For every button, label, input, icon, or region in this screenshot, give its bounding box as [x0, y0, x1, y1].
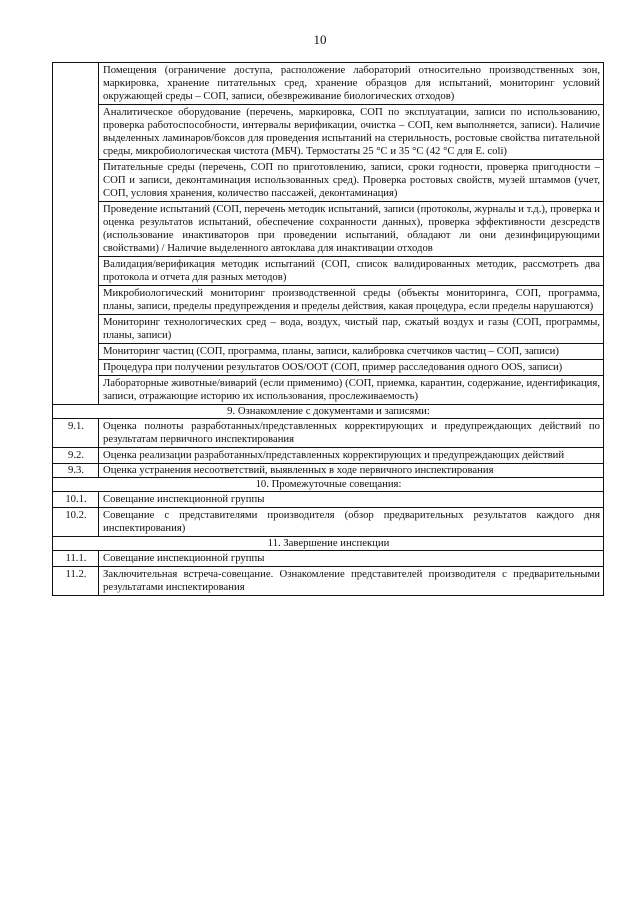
item-text: Валидация/верификация методик испытаний (СОП, список валидированных методик, рассмотреть два протокола и отчета для разных методов)	[99, 257, 604, 286]
item-number: 11.2.	[53, 567, 99, 596]
item-number: 9.2.	[53, 448, 99, 464]
section-title: 11. Завершение инспекции	[53, 537, 604, 551]
table-row	[53, 257, 604, 286]
table-row	[53, 376, 604, 405]
table-row	[53, 551, 604, 567]
item-number: 10.2.	[53, 508, 99, 537]
item-text: Совещание инспекционной группы	[99, 551, 604, 567]
item-text: Заключительная встреча-совещание. Ознакомление представителей производителя с предварительными результатами инспектирования	[99, 567, 604, 596]
table-row	[53, 63, 604, 105]
item-text: Совещание инспекционной группы	[99, 492, 604, 508]
item-text: Лабораторные животные/виварий (если применимо) (СОП, приемка, карантин, содержание, идентификация, записи, отражающие историю их использования, прослеживаемость)	[99, 376, 604, 405]
table-row	[53, 344, 604, 360]
item-text: Питательные среды (перечень, СОП по приготовлению, записи, сроки годности, проверка пригодности – СОП и записи, деконтаминация использованных сред). Проверка ростовых свойств, музей штаммов (учет, СОП, условия хранения, количество пассажей, деконтаминация)	[99, 160, 604, 202]
table-row	[53, 492, 604, 508]
item-text: Оценка полноты разработанных/представленных корректирующих и предупреждающих действий по результатам первичного инспектирования	[99, 419, 604, 448]
section-title: 9. Ознакомление с документами и записями:	[53, 405, 604, 419]
inspection-program-table	[52, 62, 604, 596]
table-row	[53, 202, 604, 257]
page-number: 10	[313, 32, 327, 47]
item-text: Микробиологический мониторинг производственной среды (объекты мониторинга, СОП, программа, планы, записи, пределы предупреждения и пределы действия, какая процедура, если пределы нарушаются)	[99, 286, 604, 315]
item-text: Мониторинг технологических сред – вода, воздух, чистый пар, сжатый воздух и газы (СОП, программы, планы, записи)	[99, 315, 604, 344]
table-row	[53, 360, 604, 376]
table-row	[53, 286, 604, 315]
table-row	[53, 160, 604, 202]
item-text: Проведение испытаний (СОП, перечень методик испытаний, записи (протоколы, журналы и т.д.), проверка и оценка результатов испытаний, обеспечение сохранности данных), проверка эффективности дезсредств (использование инактиваторов при проведении испытаний, обладают ли они дезинфицирующими свойствами) / Наличие выделенного автоклава для инактивации отходов	[99, 202, 604, 257]
table-row	[53, 315, 604, 344]
item-text: Совещание с представителями производителя (обзор предварительных результатов каждого дня инспектирования)	[99, 508, 604, 537]
table-row	[53, 567, 604, 596]
section-header-row	[53, 478, 604, 492]
table-row	[53, 105, 604, 160]
section-header-row	[53, 405, 604, 419]
item-number: 10.1.	[53, 492, 99, 508]
table-row	[53, 448, 604, 464]
item-text: Мониторинг частиц (СОП, программа, планы, записи, калибровка счетчиков частиц – СОП, записи)	[99, 344, 604, 360]
section-title: 10. Промежуточные совещания:	[53, 478, 604, 492]
table-row	[53, 419, 604, 448]
empty-number-cell	[53, 63, 99, 405]
section-header-row	[53, 537, 604, 551]
item-text: Аналитическое оборудование (перечень, маркировка, СОП по эксплуатации, записи по использованию, проверка работоспособности, интервалы верификации, очистка – СОП, кем выполняется, записи). Наличие выделенных ламинаров/боксов для проведения испытаний на стерильность, ростовые свойства питательной среды, микробиологическая чистота (МБЧ). Термостаты 25 °С и 35 °С (42 °С для E. coli)	[99, 105, 604, 160]
item-number: 11.1.	[53, 551, 99, 567]
table-row	[53, 464, 604, 478]
item-text: Оценка реализации разработанных/представленных корректирующих и предупреждающих действий	[99, 448, 604, 464]
item-text: Помещения (ограничение доступа, расположение лабораторий относительно производственных зон, маркировка, хранение питательных сред, хранение образцов для испытаний, мониторинг условий окружающей среды – СОП, записи, обезвреживание биологических отходов)	[99, 63, 604, 105]
item-number: 9.1.	[53, 419, 99, 448]
item-text: Оценка устранения несоответствий, выявленных в ходе первичного инспектирования	[99, 464, 604, 478]
item-number: 9.3.	[53, 464, 99, 478]
table-row	[53, 508, 604, 537]
item-text: Процедура при получении результатов OOS/OOT (СОП, пример расследования одного OOS, записи)	[99, 360, 604, 376]
